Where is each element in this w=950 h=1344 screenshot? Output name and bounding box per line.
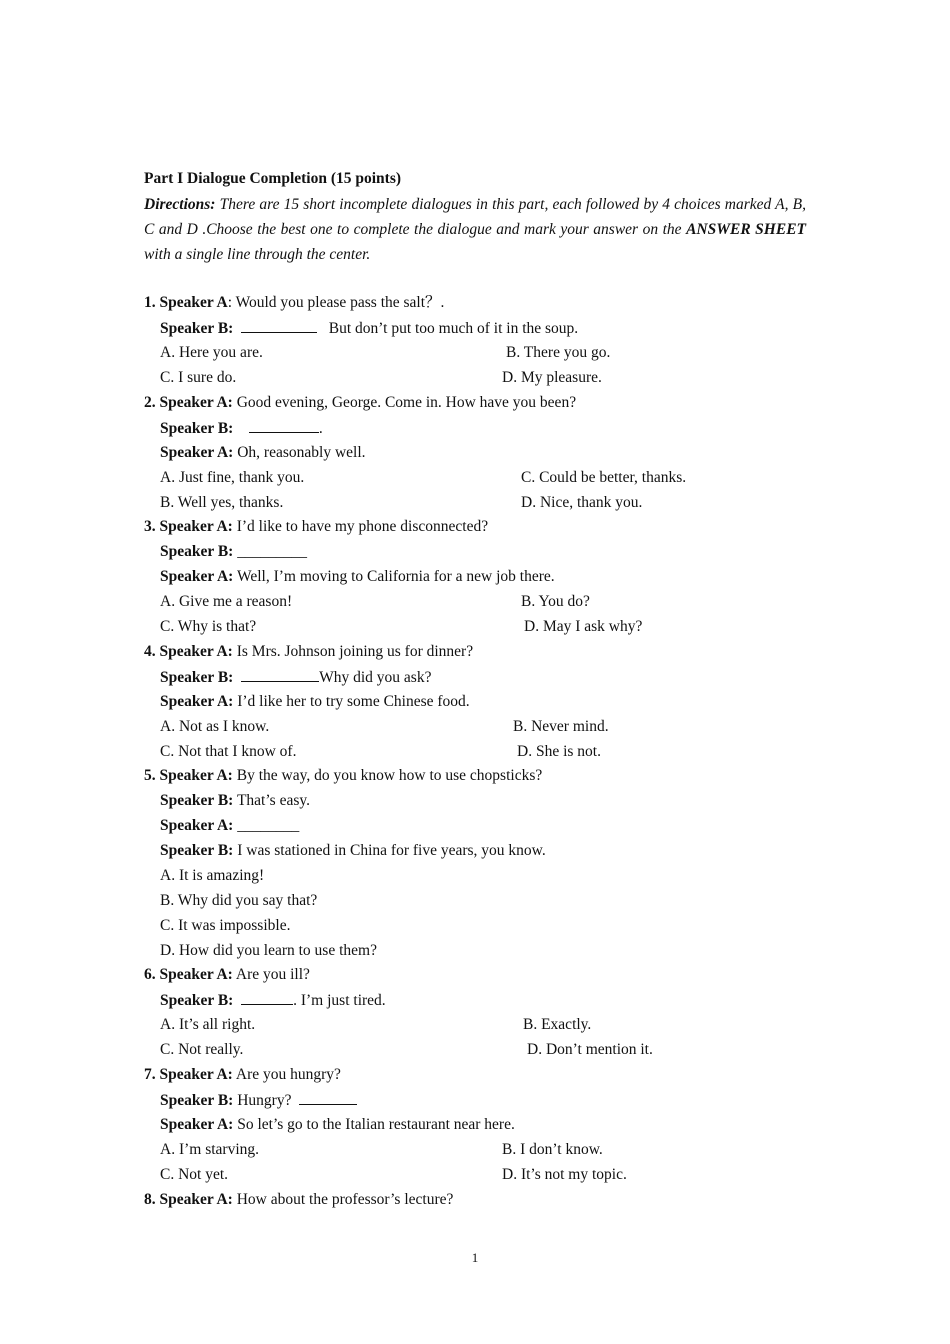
q2-speaker-a2 bbox=[160, 443, 366, 463]
speaker-b-label: Speaker B: bbox=[160, 992, 234, 1009]
q5-option-c: C. It was impossible. bbox=[160, 917, 291, 934]
q3-speaker-b bbox=[160, 542, 307, 562]
speaker-b-label: Speaker B: bbox=[160, 842, 234, 859]
speaker-a-label: Speaker A: bbox=[160, 817, 234, 834]
speaker-a-label: Speaker A bbox=[159, 294, 228, 311]
q7-speaker-a bbox=[144, 1065, 341, 1085]
q5-a-text: By the way, do you know how to use chopsticks? bbox=[232, 767, 543, 784]
q7-number: 7. bbox=[144, 1066, 156, 1083]
q2-option-d: D. Nice, thank you. bbox=[521, 494, 643, 511]
q2-speaker-a bbox=[144, 393, 576, 413]
q6-speaker-a bbox=[144, 965, 310, 985]
q1-option-d: D. My pleasure. bbox=[502, 369, 602, 386]
q5-number: 5. bbox=[144, 767, 156, 784]
speaker-a-label: Speaker A: bbox=[160, 1116, 234, 1133]
answer-sheet-label: ANSWER SHEET bbox=[686, 221, 807, 238]
q7-a2-text: So let’s go to the Italian restaurant near here. bbox=[233, 1116, 515, 1133]
q7-option-d: D. It’s not my topic. bbox=[502, 1166, 627, 1183]
speaker-a-label: Speaker A: bbox=[159, 767, 233, 784]
q6-number: 6. bbox=[144, 966, 156, 983]
q5-b2-text: I was stationed in China for five years, you know. bbox=[233, 842, 546, 859]
q3-a-text: I’d like to have my phone disconnected? bbox=[232, 518, 489, 535]
directions bbox=[144, 192, 806, 267]
q4-option-c: C. Not that I know of. bbox=[160, 743, 297, 760]
speaker-b-label: Speaker B: bbox=[160, 1092, 234, 1109]
q1-option-a: A. Here you are. bbox=[160, 344, 263, 361]
q8-a-text: How about the professor’s lecture? bbox=[232, 1191, 454, 1208]
q3-b-text: _________ bbox=[233, 543, 307, 560]
q2-number: 2. bbox=[144, 394, 156, 411]
answer-blank bbox=[241, 318, 317, 333]
q4-option-b: B. Never mind. bbox=[513, 718, 609, 735]
q5-speaker-b bbox=[160, 791, 310, 811]
q6-option-c: C. Not really. bbox=[160, 1041, 244, 1058]
answer-blank bbox=[241, 667, 319, 682]
q5-option-d: D. How did you learn to use them? bbox=[160, 942, 377, 959]
q4-b-text: Why did you ask? bbox=[319, 669, 432, 686]
q1-b-text: But don’t put too much of it in the soup. bbox=[328, 320, 579, 337]
q5-speaker-a2 bbox=[160, 816, 299, 836]
q6-speaker-b bbox=[160, 990, 386, 1011]
q5-speaker-b2 bbox=[160, 841, 546, 861]
q1-speaker-b bbox=[160, 318, 578, 339]
q2-a2-text: Oh, reasonably well. bbox=[233, 444, 366, 461]
q1-option-c: C. I sure do. bbox=[160, 369, 237, 386]
q1-speaker-a bbox=[144, 293, 444, 313]
q7-speaker-b bbox=[160, 1090, 357, 1111]
speaker-a-label: Speaker A: bbox=[159, 1066, 233, 1083]
speaker-a-label: Speaker A: bbox=[160, 693, 234, 710]
speaker-a-label: Speaker A: bbox=[159, 394, 233, 411]
q6-b-text: . I’m just tired. bbox=[293, 992, 386, 1009]
speaker-a-label: Speaker A: bbox=[160, 568, 234, 585]
speaker-b-label: Speaker B: bbox=[160, 320, 234, 337]
q4-speaker-a2 bbox=[160, 692, 470, 712]
q3-speaker-a2 bbox=[160, 567, 555, 587]
speaker-a-label: Speaker A: bbox=[159, 518, 233, 535]
speaker-b-label: Speaker B: bbox=[160, 792, 234, 809]
q6-option-b: B. Exactly. bbox=[523, 1016, 592, 1033]
q7-option-b: B. I don’t know. bbox=[502, 1141, 603, 1158]
q5-b-text: That’s easy. bbox=[233, 792, 310, 809]
q3-option-d: D. May I ask why? bbox=[524, 618, 643, 635]
directions-text-2: with a single line through the center. bbox=[144, 246, 371, 263]
q7-option-c: C. Not yet. bbox=[160, 1166, 229, 1183]
q4-option-a: A. Not as I know. bbox=[160, 718, 270, 735]
q4-a2-text: I’d like her to try some Chinese food. bbox=[233, 693, 470, 710]
section-title: Part I Dialogue Completion (15 points) bbox=[144, 170, 402, 187]
q7-b-text: Hungry? bbox=[233, 1092, 292, 1109]
speaker-b-label: Speaker B: bbox=[160, 669, 234, 686]
q1-number: 1. bbox=[144, 294, 156, 311]
page-number: 1 bbox=[471, 1250, 479, 1265]
q3-option-c: C. Why is that? bbox=[160, 618, 257, 635]
q7-speaker-a2 bbox=[160, 1115, 515, 1135]
directions-label: Directions: bbox=[144, 196, 216, 213]
speaker-a-label: Speaker A: bbox=[160, 444, 234, 461]
speaker-a-label: Speaker A: bbox=[159, 1191, 233, 1208]
q2-option-b: B. Well yes, thanks. bbox=[160, 494, 284, 511]
speaker-a-label: Speaker A: bbox=[159, 643, 233, 660]
q2-option-a: A. Just fine, thank you. bbox=[160, 469, 305, 486]
q4-a-text: Is Mrs. Johnson joining us for dinner? bbox=[232, 643, 474, 660]
answer-blank bbox=[249, 418, 319, 433]
q5-option-a: A. It is amazing! bbox=[160, 867, 265, 884]
q6-option-d: D. Don’t mention it. bbox=[527, 1041, 653, 1058]
q6-option-a: A. It’s all right. bbox=[160, 1016, 256, 1033]
q7-a-text: Are you hungry? bbox=[232, 1066, 341, 1083]
q4-speaker-a bbox=[144, 642, 473, 662]
q2-speaker-b bbox=[160, 418, 323, 439]
q5-option-b: B. Why did you say that? bbox=[160, 892, 318, 909]
q1-a-text: : Would you please pass the salt？. bbox=[227, 294, 445, 311]
answer-blank bbox=[299, 1090, 357, 1105]
q4-speaker-b bbox=[160, 667, 431, 688]
q6-a-text: Are you ill? bbox=[232, 966, 310, 983]
q3-a2-text: Well, I’m moving to California for a new job there. bbox=[233, 568, 555, 585]
speaker-b-label: Speaker B: bbox=[160, 543, 234, 560]
q3-speaker-a bbox=[144, 517, 488, 537]
q4-number: 4. bbox=[144, 643, 156, 660]
q3-option-a: A. Give me a reason! bbox=[160, 593, 293, 610]
q2-a-text: Good evening, George. Come in. How have you been? bbox=[232, 394, 577, 411]
q2-b-text: . bbox=[318, 420, 323, 437]
q1-option-b: B. There you go. bbox=[506, 344, 611, 361]
directions-text-1: There are 15 short incomplete dialogues in this part, each followed by 4 choices marked A, B, C and D .Choose the best one to complete the dialogue and mark your answer on the bbox=[144, 196, 806, 238]
q3-option-b: B. You do? bbox=[521, 593, 590, 610]
q5-speaker-a bbox=[144, 766, 542, 786]
speaker-a-label: Speaker A: bbox=[159, 966, 233, 983]
speaker-b-label: Speaker B: bbox=[160, 420, 234, 437]
q7-option-a: A. I’m starving. bbox=[160, 1141, 260, 1158]
q2-option-c: C. Could be better, thanks. bbox=[521, 469, 687, 486]
q5-a2-text: ________ bbox=[233, 817, 300, 834]
q8-speaker-a bbox=[144, 1190, 453, 1210]
answer-blank bbox=[241, 990, 293, 1005]
q8-number: 8. bbox=[144, 1191, 156, 1208]
q4-option-d: D. She is not. bbox=[517, 743, 601, 760]
q3-number: 3. bbox=[144, 518, 156, 535]
